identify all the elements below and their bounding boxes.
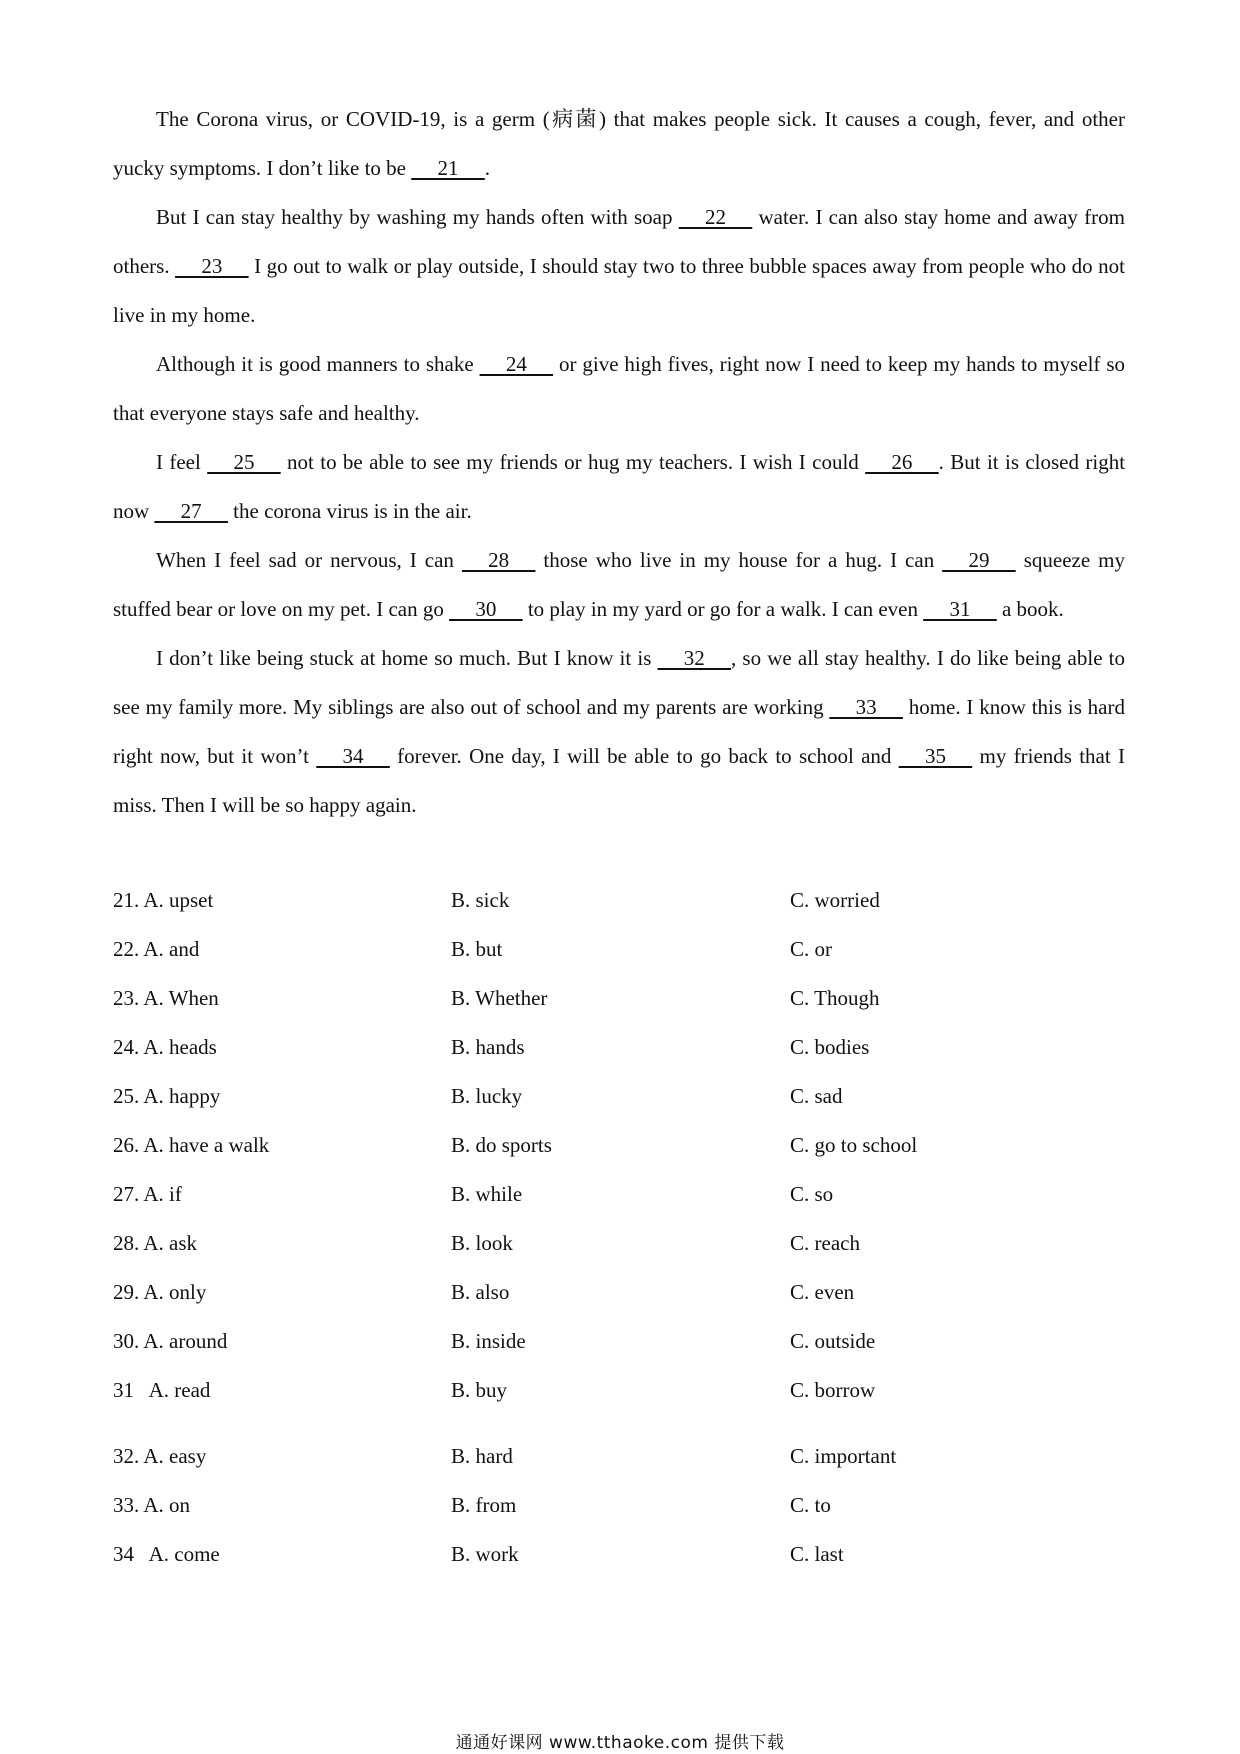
blank-number: 32 [657, 646, 732, 670]
passage-text: to play in my yard or go for a walk. I can even [522, 597, 924, 621]
passage-paragraph [113, 340, 1125, 438]
option-a: 23. A. When [113, 986, 219, 1010]
option-b: B. look [451, 1231, 513, 1255]
option-b: B. but [451, 937, 503, 961]
passage-text: forever. One day, I will be able to go back to school and [389, 744, 899, 768]
blank-number: 26 [865, 450, 939, 474]
blank-number: 21 [411, 156, 485, 180]
option-c: C. last [790, 1542, 844, 1566]
passage-text: or give high fives, right now I need to keep my hands to myself so that everyone stays safe and healthy. [113, 352, 1125, 425]
cloze-passage [113, 95, 1125, 830]
passage-text: , so we all stay healthy. I do like being able to see my family more. My siblings are also out of school and my parents are working [113, 646, 1126, 719]
blank-number: 30 [449, 597, 523, 621]
passage-text: Although it is good manners to shake [156, 352, 480, 376]
passage-paragraph [113, 536, 1125, 634]
option-c: C. to [790, 1493, 831, 1517]
option-b: B. lucky [451, 1084, 523, 1108]
blank-number: 23 [175, 254, 249, 278]
passage-paragraph [113, 193, 1125, 340]
option-b: B. sick [451, 888, 510, 912]
option-c: C. important [790, 1444, 897, 1468]
option-b: B. work [451, 1542, 519, 1566]
passage-text: . But it is closed right now [113, 450, 1126, 523]
passage-text: I go out to walk or play outside, I should stay two to three bubble spaces away from people who do not live in my home. [113, 254, 1125, 327]
option-c: C. reach [790, 1231, 860, 1255]
option-a: 24. A. heads [113, 1035, 217, 1059]
option-a: 33. A. on [113, 1493, 191, 1517]
blank-number: 28 [461, 548, 536, 572]
passage-text: those who live in my house for a hug. I can [535, 548, 943, 572]
option-row [113, 1072, 1125, 1121]
option-row [113, 1530, 1125, 1579]
blank-number: 35 [898, 744, 973, 768]
passage-text: my friends that I miss. Then I will be so happy again. [113, 744, 1125, 817]
option-a: 21. A. upset [113, 888, 214, 912]
option-c: C. so [790, 1182, 834, 1206]
option-b: B. buy [451, 1378, 508, 1402]
option-a: 25. A. happy [113, 1084, 221, 1108]
passage-text: squeeze my stuffed bear or love on my pet. I can go [113, 548, 1125, 621]
passage-text: I don’t like being stuck at home so much. But I know it is [156, 646, 658, 670]
option-b: B. do sports [451, 1133, 552, 1157]
option-row [113, 1415, 1125, 1481]
option-b: B. hard [451, 1444, 513, 1468]
option-b: B. Whether [451, 986, 548, 1010]
option-row [113, 1121, 1125, 1170]
option-row [113, 1366, 1125, 1415]
blank-number: 22 [678, 205, 753, 229]
option-row [113, 1481, 1125, 1530]
passage-text: When I feel sad or nervous, I can [156, 548, 462, 572]
option-c: C. bodies [790, 1035, 870, 1059]
passage-text: the corona virus is in the air. [227, 499, 472, 523]
option-c: C. worried [790, 888, 880, 912]
passage-text: home. I know this is hard right now, but it won’t [113, 695, 1125, 768]
option-c: C. borrow [790, 1378, 876, 1402]
blank-number: 25 [207, 450, 281, 474]
option-a: 26. A. have a walk [113, 1133, 270, 1157]
passage-paragraph [113, 634, 1125, 830]
blank-number: 33 [829, 695, 903, 719]
option-row [113, 1317, 1125, 1366]
option-c: C. even [790, 1280, 855, 1304]
page-footer: 通通好课网 www.tthaoke.com 提供下载 [455, 1733, 785, 1753]
passage-text: not to be able to see my friends or hug my teachers. I wish I could [280, 450, 866, 474]
option-a: 22. A. and [113, 937, 200, 961]
option-a: 28. A. ask [113, 1231, 197, 1255]
option-b: B. from [451, 1493, 517, 1517]
option-a: 31 A. read [113, 1378, 211, 1402]
option-a: 34 A. come [113, 1542, 220, 1566]
option-row [113, 974, 1125, 1023]
option-row [113, 1023, 1125, 1072]
option-row [113, 1268, 1125, 1317]
passage-text: water. I can also stay home and away from others. [113, 205, 1125, 278]
blank-number: 31 [923, 597, 997, 621]
option-a: 32. A. easy [113, 1444, 207, 1468]
option-a: 30. A. around [113, 1329, 228, 1353]
passage-text: But I can stay healthy by washing my hands often with soap [156, 205, 679, 229]
option-c: C. outside [790, 1329, 876, 1353]
blank-number: 34 [316, 744, 390, 768]
option-b: B. also [451, 1280, 510, 1304]
passage-text: The Corona virus, or COVID-19, is a germ (病菌) that makes people sick. It causes a cough, fever, and other yucky symptoms. I don’t like to be [113, 107, 1125, 180]
option-c: C. go to school [790, 1133, 918, 1157]
option-b: B. inside [451, 1329, 526, 1353]
passage-text: I feel [156, 450, 208, 474]
blank-number: 27 [154, 499, 228, 523]
option-row [113, 925, 1125, 974]
answer-options [113, 876, 1125, 1579]
option-row [113, 876, 1125, 925]
option-b: B. while [451, 1182, 523, 1206]
passage-paragraph [113, 438, 1125, 536]
passage-text: . [484, 156, 491, 180]
option-c: C. sad [790, 1084, 843, 1108]
option-row [113, 1219, 1125, 1268]
option-a: 29. A. only [113, 1280, 207, 1304]
option-row [113, 1170, 1125, 1219]
passage-paragraph [113, 95, 1125, 193]
blank-number: 29 [942, 548, 1016, 572]
option-b: B. hands [451, 1035, 525, 1059]
option-a: 27. A. if [113, 1182, 182, 1206]
option-c: C. or [790, 937, 832, 961]
blank-number: 24 [479, 352, 554, 376]
passage-text: a book. [996, 597, 1064, 621]
option-c: C. Though [790, 986, 880, 1010]
